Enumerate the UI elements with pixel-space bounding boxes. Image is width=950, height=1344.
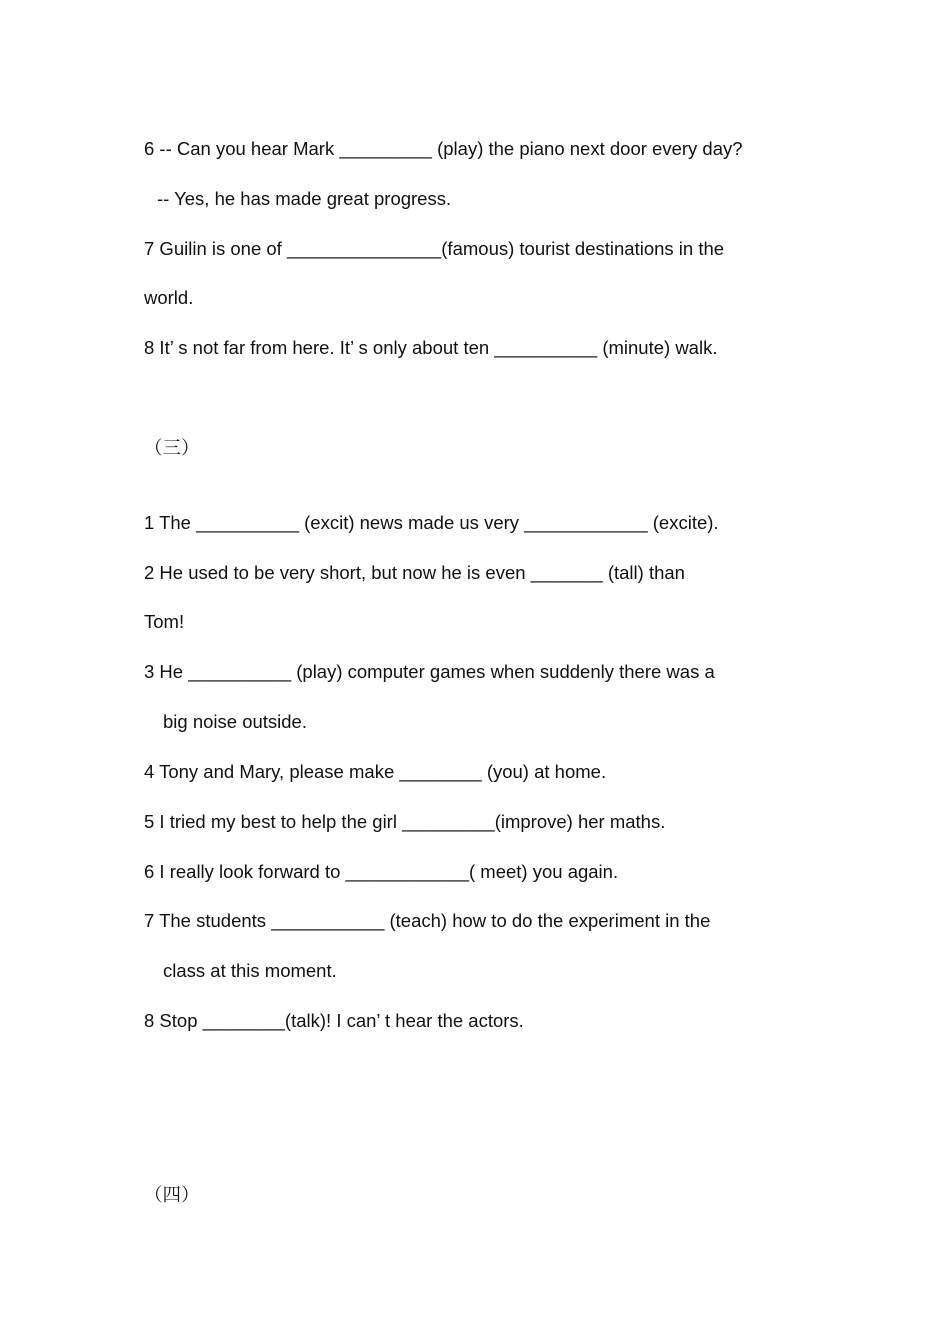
- s3-question-3: 3 He __________ (play) computer games when suddenly there was a: [144, 661, 715, 682]
- s3-question-5: 5 I tried my best to help the girl _________(improve) her maths.: [144, 811, 666, 832]
- s3-question-2: 2 He used to be very short, but now he is even _______ (tall) than: [144, 562, 685, 583]
- s3-question-1: 1 The __________ (excit) news made us very ____________ (excite).: [144, 512, 719, 533]
- question-7-cont: world.: [144, 287, 194, 308]
- section-heading-3: （三）: [144, 437, 200, 458]
- s3-question-2-cont: Tom!: [144, 611, 185, 632]
- question-6-answer: -- Yes, he has made great progress.: [157, 188, 452, 209]
- question-6: 6 -- Can you hear Mark _________ (play) the piano next door every day?: [144, 138, 743, 159]
- section-heading-4: （四）: [144, 1184, 200, 1205]
- s3-question-6: 6 I really look forward to ____________( meet) you again.: [144, 861, 619, 882]
- s3-question-8: 8 Stop ________(talk)! I can’ t hear the actors.: [144, 1010, 524, 1031]
- question-8: 8 It’ s not far from here. It’ s only about ten __________ (minute) walk.: [144, 337, 718, 358]
- question-7: 7 Guilin is one of _______________(famous) tourist destinations in the: [144, 238, 725, 259]
- s3-question-4: 4 Tony and Mary, please make ________ (you) at home.: [144, 761, 607, 782]
- s3-question-7: 7 The students ___________ (teach) how to do the experiment in the: [144, 910, 711, 931]
- s3-question-7-cont: class at this moment.: [163, 960, 337, 981]
- s3-question-3-cont: big noise outside.: [163, 711, 307, 732]
